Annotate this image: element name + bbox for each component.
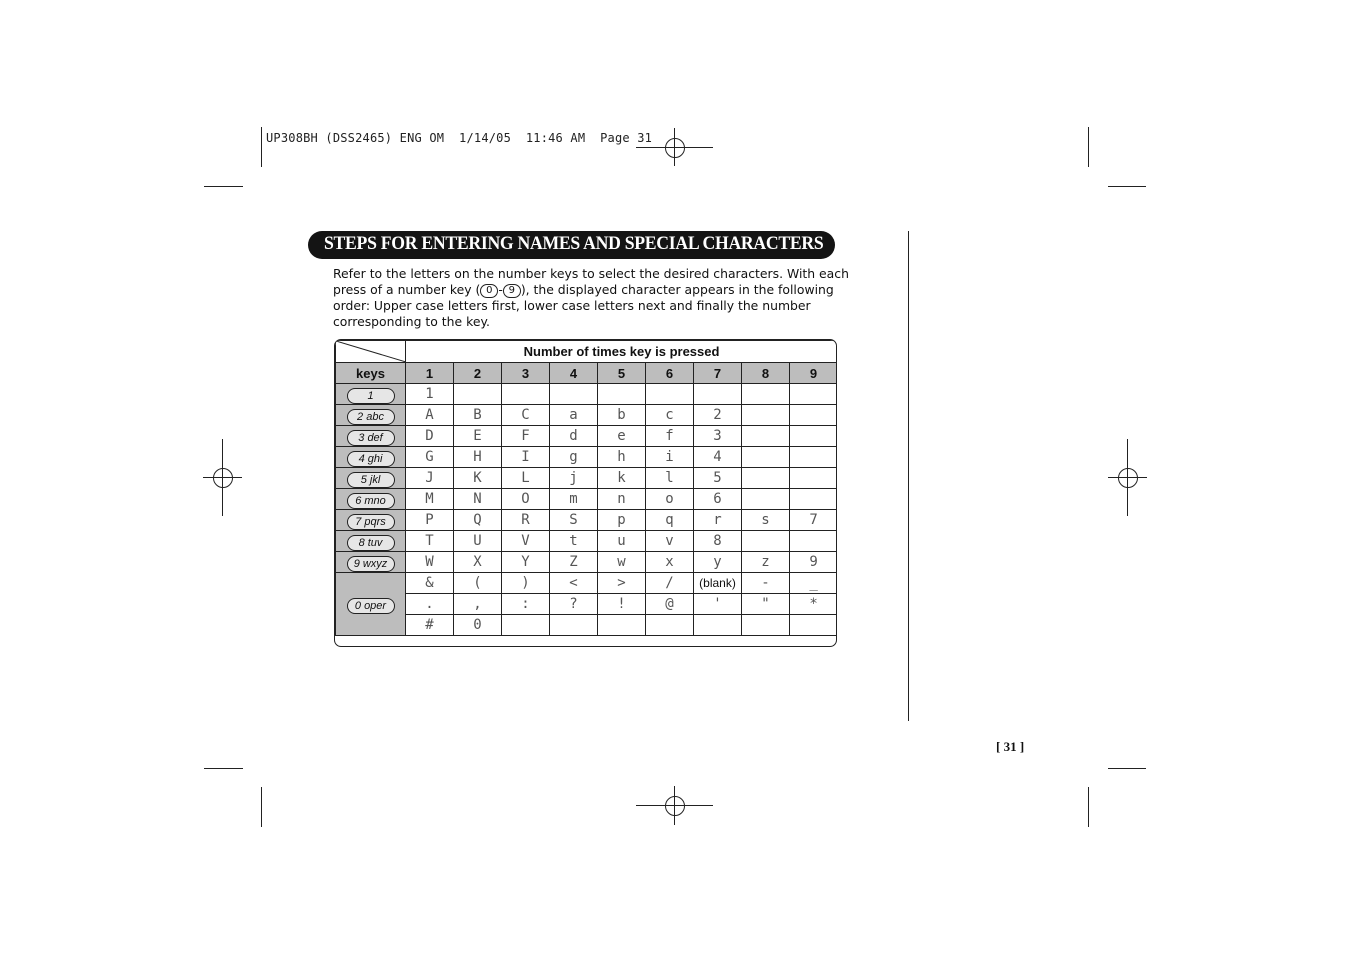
keypad-key-icon: 9 wxyz [347,556,395,572]
char-cell: 4 [694,447,742,468]
char-cell: U [454,531,502,552]
char-cell [598,615,646,636]
table-row [336,426,838,447]
char-cell: p [598,510,646,531]
intro-line [333,282,845,298]
keypad-key-icon: 4 ghi [347,451,395,467]
char-cell: c [646,405,694,426]
char-cell: S [550,510,598,531]
press-count-header: 3 [502,363,550,384]
char-cell: / [646,573,694,594]
registration-mark [213,468,233,488]
char-cell [790,426,838,447]
crop-mark [1088,127,1089,167]
char-cell [790,468,838,489]
print-slug: UP308BH (DSS2465) ENG OM 1/14/05 11:46 AM Page 31 [266,131,653,145]
char-cell: J [406,468,454,489]
key-cell [336,405,406,426]
key-cell [336,531,406,552]
char-cell: m [550,489,598,510]
char-cell: q [646,510,694,531]
char-cell: o [646,489,694,510]
char-cell: e [598,426,646,447]
char-cell: : [502,594,550,615]
char-cell: D [406,426,454,447]
char-cell: i [646,447,694,468]
char-cell: x [646,552,694,573]
char-cell: a [550,405,598,426]
char-cell [550,384,598,405]
char-cell: A [406,405,454,426]
char-cell: M [406,489,454,510]
press-count-header: 8 [742,363,790,384]
char-cell: 1 [406,384,454,405]
char-cell: L [502,468,550,489]
char-cell: r [694,510,742,531]
char-cell: R [502,510,550,531]
char-cell: Y [502,552,550,573]
char-cell: , [454,594,502,615]
character-table [334,339,837,647]
crop-mark [1108,768,1146,769]
registration-mark [1118,468,1138,488]
keypad-key-icon: 7 pqrs [347,514,395,530]
char-cell: Z [550,552,598,573]
table-row [336,468,838,489]
char-cell: X [454,552,502,573]
key-cell [336,426,406,447]
char-cell: 0 [454,615,502,636]
key-cell [336,552,406,573]
section-title-banner [308,231,835,259]
char-cell: & [406,573,454,594]
char-cell: n [598,489,646,510]
char-cell: z [742,552,790,573]
char-cell: B [454,405,502,426]
key-cell [336,384,406,405]
table-row [336,594,838,615]
intro-text: - [498,282,503,297]
char-cell [790,384,838,405]
char-cell: j [550,468,598,489]
char-cell: H [454,447,502,468]
char-cell: l [646,468,694,489]
keys-header: keys [336,363,406,384]
intro-paragraph [333,266,849,330]
table-row [336,447,838,468]
char-cell [790,447,838,468]
char-cell: - [742,573,790,594]
char-cell: O [502,489,550,510]
char-cell: k [598,468,646,489]
char-cell: V [502,531,550,552]
press-count-header: 5 [598,363,646,384]
char-cell [598,384,646,405]
key-cell [336,573,406,636]
char-cell [790,531,838,552]
char-cell [790,405,838,426]
registration-mark [665,138,685,158]
char-cell: ' [694,594,742,615]
keypad-key-icon: 5 jkl [347,472,395,488]
press-count-header: 9 [790,363,838,384]
key-cell [336,468,406,489]
table-caption: Number of times key is pressed [406,341,838,363]
char-cell: 9 [790,552,838,573]
key-cell [336,489,406,510]
keypad-key-icon: 6 mno [347,493,395,509]
crop-mark [204,186,243,187]
intro-line: Refer to the letters on the number keys to select the desired characters. With each [333,266,849,281]
press-count-header: 1 [406,363,454,384]
crop-mark [204,768,243,769]
char-cell [550,615,598,636]
table-row [336,552,838,573]
char-cell: F [502,426,550,447]
table-row [336,531,838,552]
char-cell: ( [454,573,502,594]
char-cell [790,615,838,636]
char-cell [646,615,694,636]
char-cell [742,405,790,426]
char-cell: 7 [790,510,838,531]
char-cell: P [406,510,454,531]
intro-line: corresponding to the key. [333,314,490,329]
table-row [336,573,838,594]
diagonal-divider-icon [336,341,406,362]
char-cell: N [454,489,502,510]
char-cell [742,531,790,552]
key-cell [336,510,406,531]
keypad-key-icon: 1 [347,388,395,404]
key-cell [336,447,406,468]
crop-mark [261,127,262,167]
char-cell [790,489,838,510]
table-row [336,489,838,510]
char-cell: < [550,573,598,594]
table-corner [336,341,406,363]
crop-mark [261,787,262,827]
char-cell: 5 [694,468,742,489]
char-cell: d [550,426,598,447]
char-cell: 3 [694,426,742,447]
char-cell [694,384,742,405]
char-cell: W [406,552,454,573]
char-cell: E [454,426,502,447]
char-cell: Q [454,510,502,531]
press-count-header: 6 [646,363,694,384]
char-cell: C [502,405,550,426]
table-row [336,510,838,531]
crop-mark [1108,186,1146,187]
page-number: [ 31 ] [996,739,1025,754]
keypad-key-icon: 2 abc [347,409,395,425]
registration-mark [665,796,685,816]
key-9-icon: 9 [503,284,521,298]
char-cell [742,447,790,468]
char-cell: ? [550,594,598,615]
keypad-key-icon: 0 oper [347,598,395,614]
char-cell [742,426,790,447]
char-cell: g [550,447,598,468]
char-cell: @ [646,594,694,615]
char-cell: f [646,426,694,447]
section-title: STEPS FOR ENTERING NAMES AND SPECIAL CHARACTERS [324,233,824,254]
keypad-key-icon: 3 def [347,430,395,446]
char-cell: v [646,531,694,552]
char-cell: I [502,447,550,468]
key-0-icon: 0 [480,284,498,298]
char-cell [742,468,790,489]
char-cell [694,615,742,636]
char-cell: ! [598,594,646,615]
char-cell: * [790,594,838,615]
table-row [336,615,838,636]
table-row [336,405,838,426]
char-cell: G [406,447,454,468]
char-cell [742,615,790,636]
char-cell: 6 [694,489,742,510]
char-cell: ) [502,573,550,594]
table-row [336,384,838,405]
column-rule [908,231,909,721]
char-cell: T [406,531,454,552]
char-cell [646,384,694,405]
char-cell: _ [790,573,838,594]
char-cell: h [598,447,646,468]
intro-text: press of a number key ( [333,282,481,297]
char-cell: . [406,594,454,615]
press-count-header: 2 [454,363,502,384]
intro-line: order: Upper case letters first, lower case letters next and finally the number [333,298,811,313]
char-cell: # [406,615,454,636]
char-cell: y [694,552,742,573]
press-count-header: 7 [694,363,742,384]
character-grid [335,340,837,636]
char-cell: K [454,468,502,489]
char-cell: t [550,531,598,552]
char-cell: b [598,405,646,426]
char-cell [454,384,502,405]
intro-text: ), the displayed character appears in the following [520,282,834,297]
char-cell [742,384,790,405]
char-cell: u [598,531,646,552]
press-count-header: 4 [550,363,598,384]
crop-mark [1088,787,1089,827]
char-cell: w [598,552,646,573]
char-cell: 2 [694,405,742,426]
char-cell: > [598,573,646,594]
char-cell: " [742,594,790,615]
keypad-key-icon: 8 tuv [347,535,395,551]
char-cell: 8 [694,531,742,552]
char-cell [742,489,790,510]
char-cell [502,615,550,636]
char-cell: s [742,510,790,531]
char-cell [502,384,550,405]
char-cell: (blank) [694,573,742,594]
